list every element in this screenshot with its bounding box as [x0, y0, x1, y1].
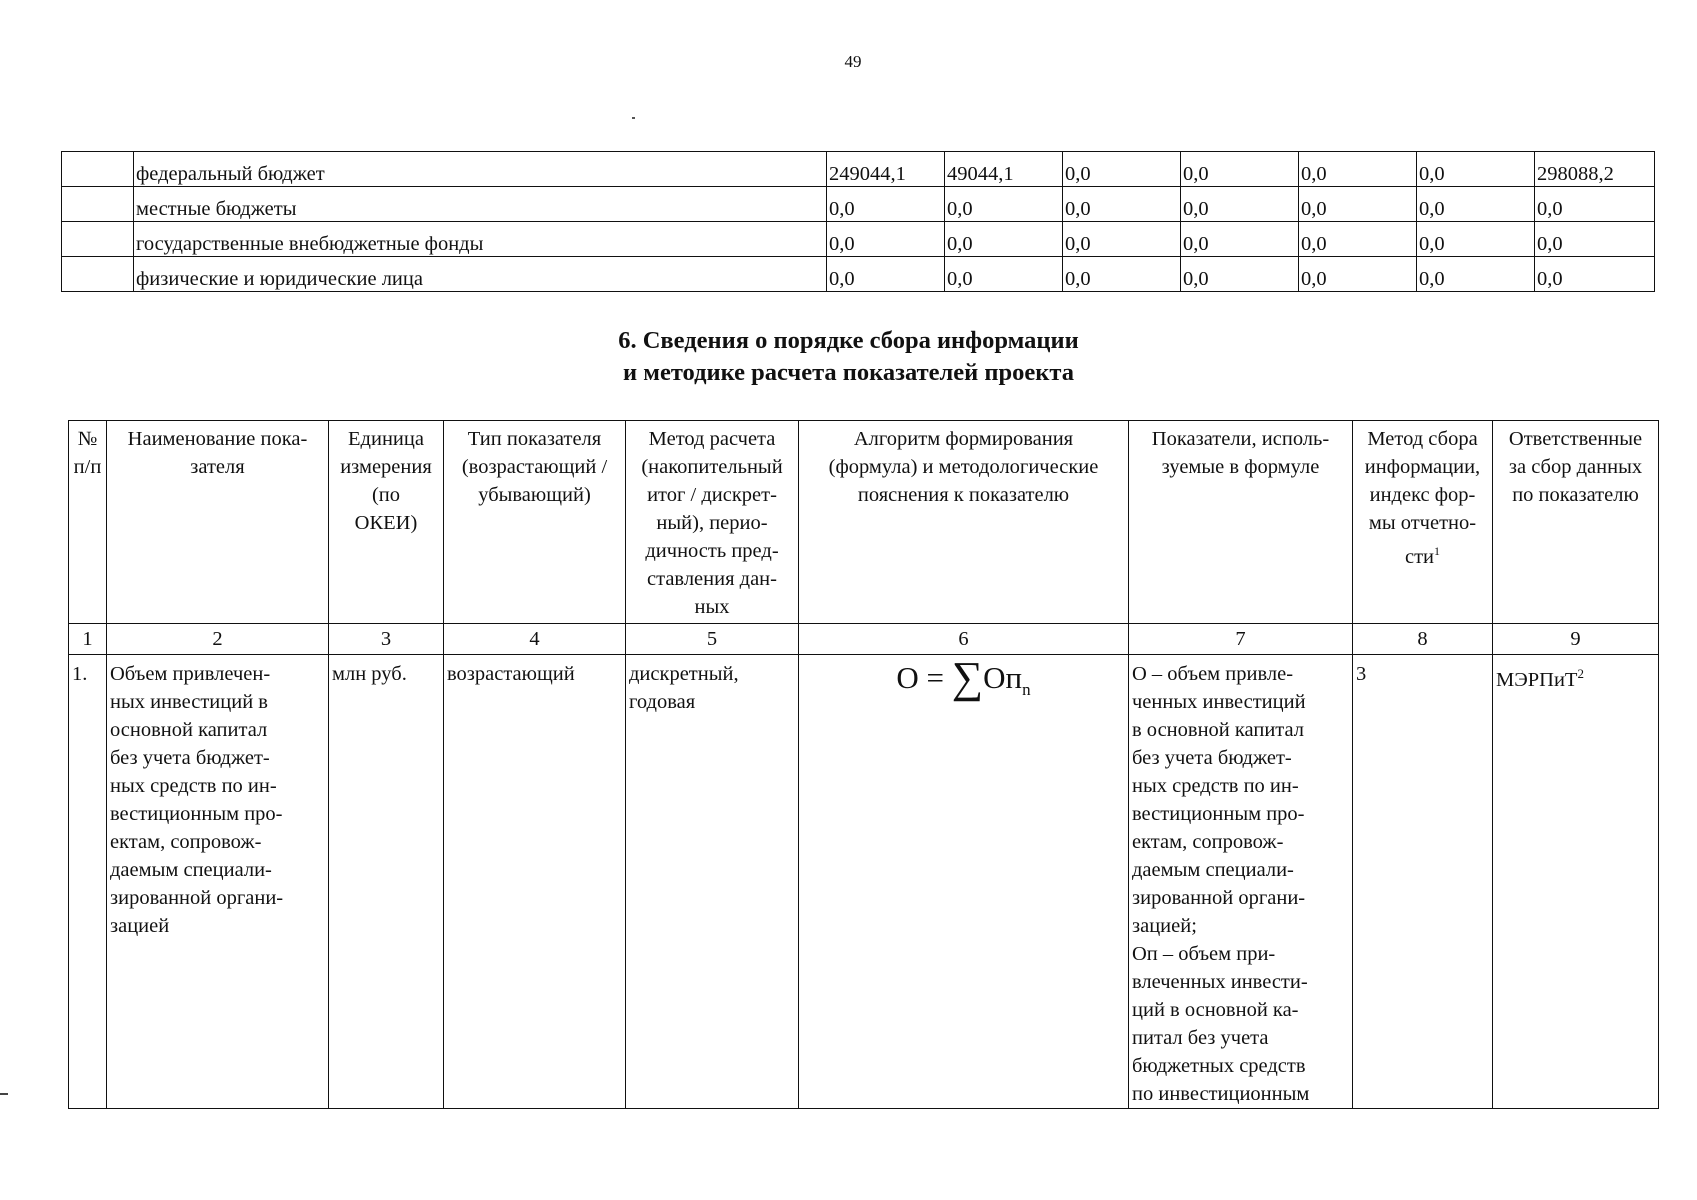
column-header-line: Метод сбора — [1367, 428, 1478, 450]
column-header — [1353, 421, 1493, 624]
column-header-line: ставления дан- — [647, 568, 777, 590]
funding-value-cell: 0,0 — [1535, 257, 1655, 292]
column-header-line: дичность пред- — [645, 540, 779, 562]
cell-line: ций в основной ка- — [1132, 999, 1299, 1021]
formula-lhs: O = — [896, 660, 944, 695]
cell-line: ных средств по ин- — [110, 775, 277, 797]
cell-line: годовая — [629, 691, 696, 713]
footnote-mark: 1 — [1434, 544, 1441, 558]
column-header-line: п/п — [73, 456, 102, 478]
column-header-line: Единица — [348, 428, 424, 450]
indicator-type: возрастающий — [444, 655, 626, 1109]
row-empty-cell — [62, 152, 134, 187]
column-header-line: (формула) и методологические — [828, 456, 1099, 478]
funding-value-cell: 0,0 — [1417, 152, 1535, 187]
column-header — [329, 421, 444, 624]
column-number: 9 — [1493, 624, 1659, 655]
cell-line: бюджетных средств — [1132, 1055, 1306, 1077]
row-number: 1. — [69, 655, 107, 1109]
funding-value-cell: 0,0 — [1417, 187, 1535, 222]
row-empty-cell — [62, 187, 134, 222]
responsible-party — [1493, 655, 1659, 1109]
cell-line: вестиционным про- — [110, 803, 283, 825]
column-header-line: Тип показателя — [467, 428, 602, 450]
column-header — [626, 421, 799, 624]
column-header-line: убывающий) — [478, 484, 591, 506]
funding-value-cell: 0,0 — [1181, 187, 1299, 222]
column-number: 7 — [1129, 624, 1353, 655]
cell-line: вестиционным про- — [1132, 803, 1305, 825]
column-number: 8 — [1353, 624, 1493, 655]
column-header-line: Показатели, исполь- — [1151, 428, 1330, 450]
column-header-line: Алгоритм формирования — [853, 428, 1074, 450]
responsible-name: МЭРПиТ — [1496, 668, 1578, 691]
cell-line: ных средств по ин- — [1132, 775, 1299, 797]
cell-line: ченных инвестиций — [1132, 691, 1306, 713]
funding-value-cell: 49044,1 — [945, 152, 1063, 187]
formula-variables — [1129, 655, 1353, 1109]
column-number: 6 — [799, 624, 1129, 655]
column-header-line: пояснения к показателю — [857, 484, 1070, 506]
funding-value-cell: 0,0 — [945, 187, 1063, 222]
column-header-line: индекс фор- — [1369, 484, 1476, 506]
column-header — [444, 421, 626, 624]
column-header-line: сти — [1404, 545, 1435, 568]
formula-term: Оп — [983, 660, 1023, 695]
funding-source-name: федеральный бюджет — [134, 152, 827, 187]
column-header-line: ный), перио- — [656, 512, 768, 534]
cell-line: зацией; — [1132, 915, 1197, 937]
funding-value-cell: 0,0 — [1299, 187, 1417, 222]
funding-value-cell: 0,0 — [827, 187, 945, 222]
column-header-line: Наименование пока- — [127, 428, 308, 450]
funding-source-name: государственные внебюджетные фонды — [134, 222, 827, 257]
column-header-line: ных — [694, 596, 730, 618]
funding-value-cell: 249044,1 — [827, 152, 945, 187]
scan-edge-mark — [0, 1093, 8, 1095]
funding-value-cell: 0,0 — [1063, 152, 1181, 187]
cell-line: без учета бюджет- — [1132, 747, 1292, 769]
column-number-row — [69, 624, 1659, 655]
funding-table — [61, 151, 1655, 292]
column-number: 1 — [69, 624, 107, 655]
table-row — [62, 222, 1655, 257]
table-row — [62, 187, 1655, 222]
cell-line: Объем привлечен- — [110, 663, 271, 685]
column-header-line: мы отчетно- — [1368, 512, 1477, 534]
column-number: 4 — [444, 624, 626, 655]
funding-value-cell: 0,0 — [1181, 222, 1299, 257]
column-header-line: ОКЕИ) — [354, 512, 418, 534]
column-header — [107, 421, 329, 624]
table-header-row — [69, 421, 1659, 624]
funding-value-cell: 298088,2 — [1535, 152, 1655, 187]
funding-value-cell: 0,0 — [1299, 222, 1417, 257]
calculation-method — [626, 655, 799, 1109]
cell-line: ектам, сопровож- — [110, 831, 262, 853]
table-row — [69, 655, 1659, 1109]
funding-value-cell: 0,0 — [1535, 222, 1655, 257]
column-header-line: № — [77, 428, 98, 450]
funding-value-cell: 0,0 — [1181, 152, 1299, 187]
section-title-line1: 6. Сведения о порядке сбора информации — [618, 327, 1079, 354]
funding-value-cell: 0,0 — [827, 257, 945, 292]
cell-line: даемым специали- — [110, 859, 272, 881]
cell-line: питал без учета — [1132, 1027, 1269, 1049]
funding-value-cell: 0,0 — [1063, 222, 1181, 257]
cell-line: дискретный, — [629, 663, 739, 685]
column-header-line: за сбор данных — [1508, 456, 1643, 478]
column-header-line: итог / дискрет- — [647, 484, 777, 506]
cell-line: влеченных инвести- — [1132, 971, 1308, 993]
cell-line: зированной органи- — [110, 887, 284, 909]
funding-value-cell: 0,0 — [1417, 257, 1535, 292]
cell-line: Оп – объем при- — [1132, 943, 1276, 965]
funding-value-cell: 0,0 — [1063, 257, 1181, 292]
funding-source-name: физические и юридические лица — [134, 257, 827, 292]
column-header — [1129, 421, 1353, 624]
column-header-line: (возрастающий / — [461, 456, 608, 478]
column-header-line: Метод расчета — [648, 428, 776, 450]
cell-line: ных инвестиций в — [110, 691, 268, 713]
section-title-line2: и методике расчета показателей проекта — [623, 359, 1074, 386]
column-header-line: по показателю — [1512, 484, 1639, 506]
formula-cell — [799, 655, 1129, 1109]
page-number: 49 — [844, 52, 862, 71]
column-header-line: информации, — [1364, 456, 1481, 478]
column-header-line: зуемые в формуле — [1161, 456, 1320, 478]
column-number: 3 — [329, 624, 444, 655]
column-header-line: измерения — [340, 456, 432, 478]
row-empty-cell — [62, 257, 134, 292]
cell-line: ектам, сопровож- — [1132, 831, 1284, 853]
cell-line: даемым специали- — [1132, 859, 1294, 881]
formula-subscript: n — [1022, 680, 1031, 700]
funding-value-cell: 0,0 — [945, 257, 1063, 292]
cell-line: основной капитал — [110, 719, 268, 741]
section-title — [0, 325, 1697, 389]
cell-line: по инвестиционным — [1132, 1083, 1310, 1105]
column-header — [799, 421, 1129, 624]
funding-value-cell: 0,0 — [1299, 152, 1417, 187]
column-header-line: (накопительный — [641, 456, 783, 478]
indicator-name — [107, 655, 329, 1109]
column-header-line: зателя — [190, 456, 245, 478]
column-header-line: Ответственные — [1508, 428, 1643, 450]
funding-value-cell: 0,0 — [1299, 257, 1417, 292]
column-header — [69, 421, 107, 624]
table-row — [62, 152, 1655, 187]
sigma-icon: ∑ — [951, 653, 984, 702]
indicators-table — [68, 420, 1659, 1109]
cell-line: без учета бюджет- — [110, 747, 270, 769]
column-number: 5 — [626, 624, 799, 655]
cell-line: в основной капитал — [1132, 719, 1305, 741]
funding-value-cell: 0,0 — [827, 222, 945, 257]
funding-source-name: местные бюджеты — [134, 187, 827, 222]
cell-line: зированной органи- — [1132, 887, 1306, 909]
scan-artifact — [632, 117, 635, 119]
cell-line: зацией — [110, 915, 170, 937]
funding-value-cell: 0,0 — [1417, 222, 1535, 257]
unit-of-measure: млн руб. — [329, 655, 444, 1109]
column-header-line: (по — [371, 484, 401, 506]
table-row — [62, 257, 1655, 292]
collection-method: 3 — [1353, 655, 1493, 1109]
funding-value-cell: 0,0 — [1535, 187, 1655, 222]
formula — [896, 653, 1031, 708]
funding-value-cell: 0,0 — [1181, 257, 1299, 292]
column-number: 2 — [107, 624, 329, 655]
responsible-footnote-mark: 2 — [1577, 666, 1584, 681]
cell-line: O – объем привле- — [1132, 663, 1294, 685]
column-header — [1493, 421, 1659, 624]
row-empty-cell — [62, 222, 134, 257]
funding-value-cell: 0,0 — [945, 222, 1063, 257]
funding-value-cell: 0,0 — [1063, 187, 1181, 222]
